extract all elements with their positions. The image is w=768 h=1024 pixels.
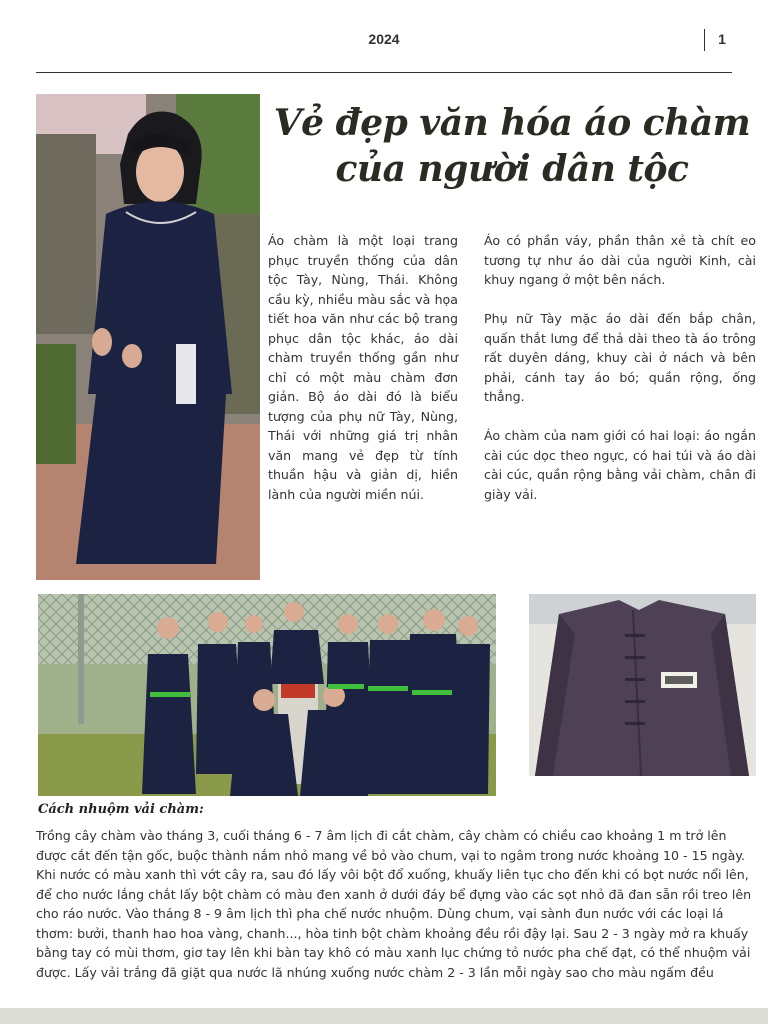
- article-column-left: Áo chàm là một loại trang phục truyền thống của dân tộc Tày, Nùng, Thái. Không cầu kỳ, nhiều màu sắc và họa tiết hoa văn như các bộ trang phục dân tộc khác, áo dài chàm truyền thống gần như chỉ có một màu chàm đơn giản. Bộ áo dài đó là biểu tượng của phụ nữ Tày, Nùng, Thái với những giá trị nhân văn mang vẻ đẹp từ tính thuần hậu và giản dị, hiền lành của người miền núi.: [268, 233, 458, 502]
- page-number: 1: [718, 31, 726, 47]
- header-rule: [36, 72, 732, 73]
- article-paragraph: Áo chàm của nam giới có hai loại: áo ngắn cài cúc dọc theo ngực, có hai túi và áo dài cài cúc, quần rộng bằng vải chàm, chân đi giày vải.: [484, 428, 756, 502]
- section-heading-dyeing: Cách nhuộm vải chàm:: [38, 802, 204, 817]
- photo-indigo-jacket: [529, 594, 756, 776]
- article-paragraph: Áo có phần váy, phần thân xẻ tà chít eo tương tự như áo dài của người Kinh, cài khuy ngang ở một bên nách.: [484, 233, 756, 287]
- header-year: 2024: [368, 31, 400, 47]
- section-body-dyeing: Trồng cây chàm vào tháng 3, cuối tháng 6 - 7 âm lịch đi cắt chàm, cây chàm có chiều cao khoảng 1 m trở lên được cắt đến tận gốc, buộc thành nắm nhỏ mang về bỏ vào chum, vại to ngâm trong nước khoảng 10 - 15 ngày. Khi nước có màu xanh thì vớt cây ra, sau đó lấy vôi bột đổ xuống, khuấy liên tục cho đến khi có bọt nước nổi lên, để cho nước lắng chắt lấy bột chàm có màu đen xanh ở dưới đáy bể đựng vào các sọt nhỏ đã đan sẵn rồi treo lên cho ráo nước. Vào tháng 8 - 9 âm lịch thì pha chế nước nhuộm. Dùng chum, vại sành đun nước với các loại lá thơm: bưởi, thanh hao hoa vàng, chanh..., hòa tinh bột chàm khoảng đều rồi đậy lại. Sau 2 - 3 ngày mở ra khuấy bằng tay có mùi thơm, giơ tay lên khi bàn tay khô có màu xanh lục chứng tỏ nước pha chế đạt, có thể nhuộm vải được. Lấy vải trắng đã giặt qua nước lã nhúng xuống nước chàm 2 - 3 lần mỗi ngày sao cho màu ngấm đều: [36, 828, 752, 980]
- footer-band: [0, 1008, 768, 1024]
- article-column-right: [484, 231, 756, 524]
- article-paragraph: Phụ nữ Tày mặc áo dài đến bắp chân, quấn thắt lưng để thả dài theo tà áo trông rất duyên dáng, khuy cài ở nách và bên phải, cánh tay áo bó; quần rộng, ống thẳng.: [484, 311, 756, 404]
- photo-woman-indigo-dress: [36, 94, 260, 580]
- article-title: Vẻ đẹp văn hóa áo chàm của người dân tộc: [273, 102, 751, 190]
- header-divider: [704, 29, 705, 51]
- photo-group-women: [38, 594, 496, 796]
